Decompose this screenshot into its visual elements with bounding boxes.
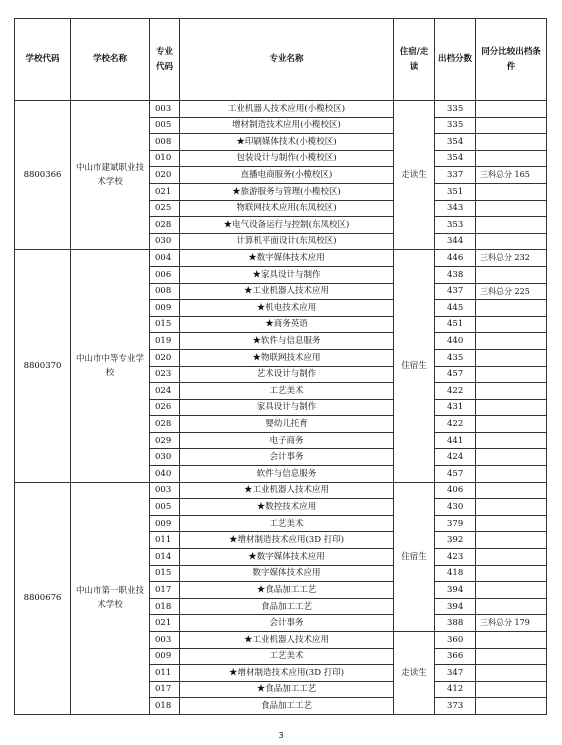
major-name-cell: 电子商务 — [180, 432, 394, 449]
score-cell: 446 — [435, 250, 476, 267]
score-cell: 388 — [435, 615, 476, 632]
score-cell: 445 — [435, 300, 476, 317]
score-cell: 353 — [435, 217, 476, 234]
header-tiebreak: 同分比较出档条件 — [476, 19, 547, 101]
major-name-cell: 计算机平面设计(东凤校区) — [180, 233, 394, 250]
major-name-cell: 艺术设计与制作 — [180, 366, 394, 383]
school-name-cell: 中山市建斌职业技术学校 — [71, 101, 150, 250]
major-code-cell: 018 — [150, 698, 180, 715]
major-code-cell: 024 — [150, 383, 180, 400]
major-name-cell: 直播电商服务(小榄校区) — [180, 167, 394, 184]
major-name-cell: 工业机器人技术应用(小榄校区) — [180, 101, 394, 118]
school-code-cell: 8800366 — [15, 101, 71, 250]
header-score: 出档分数 — [435, 19, 476, 101]
major-name-cell: 家具设计与制作 — [180, 399, 394, 416]
tiebreak-cell — [476, 565, 547, 582]
tiebreak-cell — [476, 134, 547, 151]
tiebreak-cell — [476, 681, 547, 698]
major-name-cell: ★数控技术应用 — [180, 499, 394, 516]
tiebreak-cell — [476, 449, 547, 466]
major-name-cell: 包装设计与制作(小榄校区) — [180, 150, 394, 167]
header-major-code: 专业代码 — [150, 19, 180, 101]
score-cell: 430 — [435, 499, 476, 516]
table-row — [15, 101, 547, 118]
major-name-cell: ★软件与信息服务 — [180, 333, 394, 350]
major-name-cell: ★家具设计与制作 — [180, 266, 394, 283]
score-cell: 335 — [435, 117, 476, 134]
major-code-cell: 030 — [150, 449, 180, 466]
school-name-cell: 中山市第一职业技术学校 — [71, 482, 150, 714]
major-code-cell: 028 — [150, 217, 180, 234]
school-code-cell: 8800676 — [15, 482, 71, 714]
admission-table — [14, 18, 547, 715]
major-code-cell: 017 — [150, 681, 180, 698]
major-code-cell: 009 — [150, 515, 180, 532]
major-code-cell: 025 — [150, 200, 180, 217]
major-name-cell: 工艺美术 — [180, 515, 394, 532]
major-name-cell: ★增材制造技术应用(3D 打印) — [180, 532, 394, 549]
tiebreak-cell: 三科总分 225 — [476, 283, 547, 300]
score-cell: 431 — [435, 399, 476, 416]
tiebreak-cell — [476, 233, 547, 250]
score-cell: 354 — [435, 150, 476, 167]
tiebreak-cell — [476, 432, 547, 449]
score-cell: 424 — [435, 449, 476, 466]
tiebreak-cell — [476, 217, 547, 234]
tiebreak-cell — [476, 266, 547, 283]
tiebreak-cell — [476, 499, 547, 516]
header-major-name: 专业名称 — [180, 19, 394, 101]
major-code-cell: 009 — [150, 648, 180, 665]
table-row — [15, 482, 547, 499]
major-code-cell: 003 — [150, 482, 180, 499]
tiebreak-cell — [476, 515, 547, 532]
score-cell: 412 — [435, 681, 476, 698]
tiebreak-cell — [476, 582, 547, 599]
score-cell: 451 — [435, 316, 476, 333]
major-name-cell: 食品加工工艺 — [180, 598, 394, 615]
score-cell: 441 — [435, 432, 476, 449]
major-name-cell: 软件与信息服务 — [180, 466, 394, 483]
major-code-cell: 040 — [150, 466, 180, 483]
tiebreak-cell — [476, 383, 547, 400]
tiebreak-cell — [476, 665, 547, 682]
major-name-cell: ★工业机器人技术应用 — [180, 632, 394, 649]
boarding-type-cell: 走读生 — [394, 632, 435, 715]
tiebreak-cell — [476, 150, 547, 167]
major-name-cell: ★工业机器人技术应用 — [180, 482, 394, 499]
major-code-cell: 011 — [150, 532, 180, 549]
table-header-row — [15, 19, 547, 101]
score-cell: 406 — [435, 482, 476, 499]
major-name-cell: 数字媒体技术应用 — [180, 565, 394, 582]
major-code-cell: 030 — [150, 233, 180, 250]
score-cell: 423 — [435, 549, 476, 566]
score-cell: 360 — [435, 632, 476, 649]
major-code-cell: 008 — [150, 134, 180, 151]
major-name-cell: 工艺美术 — [180, 383, 394, 400]
major-name-cell: 会计事务 — [180, 615, 394, 632]
score-cell: 354 — [435, 134, 476, 151]
major-code-cell: 028 — [150, 416, 180, 433]
major-code-cell: 003 — [150, 101, 180, 118]
major-code-cell: 023 — [150, 366, 180, 383]
major-code-cell: 003 — [150, 632, 180, 649]
major-name-cell: ★物联网技术应用 — [180, 349, 394, 366]
major-code-cell: 015 — [150, 316, 180, 333]
major-name-cell: ★印刷媒体技术(小榄校区) — [180, 134, 394, 151]
major-code-cell: 006 — [150, 266, 180, 283]
boarding-type-cell: 走读生 — [394, 101, 435, 250]
score-cell: 418 — [435, 565, 476, 582]
table-row — [15, 250, 547, 267]
major-code-cell: 021 — [150, 183, 180, 200]
major-name-cell: ★数字媒体技术应用 — [180, 549, 394, 566]
major-code-cell: 005 — [150, 499, 180, 516]
major-name-cell: ★工业机器人技术应用 — [180, 283, 394, 300]
score-cell: 335 — [435, 101, 476, 118]
tiebreak-cell: 三科总分 179 — [476, 615, 547, 632]
tiebreak-cell — [476, 316, 547, 333]
tiebreak-cell — [476, 349, 547, 366]
score-cell: 394 — [435, 598, 476, 615]
tiebreak-cell — [476, 366, 547, 383]
score-cell: 337 — [435, 167, 476, 184]
tiebreak-cell — [476, 632, 547, 649]
tiebreak-cell — [476, 416, 547, 433]
score-cell: 343 — [435, 200, 476, 217]
tiebreak-cell — [476, 648, 547, 665]
major-name-cell: ★机电技术应用 — [180, 300, 394, 317]
school-name-cell: 中山市中等专业学校 — [71, 250, 150, 482]
tiebreak-cell — [476, 200, 547, 217]
admission-table-page — [14, 18, 546, 715]
header-school-code: 学校代码 — [15, 19, 71, 101]
major-code-cell: 019 — [150, 333, 180, 350]
score-cell: 440 — [435, 333, 476, 350]
page-number: 3 — [278, 731, 284, 740]
score-cell: 422 — [435, 416, 476, 433]
tiebreak-cell — [476, 183, 547, 200]
major-name-cell: 婴幼儿托育 — [180, 416, 394, 433]
score-cell: 392 — [435, 532, 476, 549]
major-code-cell: 009 — [150, 300, 180, 317]
tiebreak-cell — [476, 466, 547, 483]
major-code-cell: 020 — [150, 349, 180, 366]
major-name-cell: ★商务英语 — [180, 316, 394, 333]
tiebreak-cell — [476, 549, 547, 566]
score-cell: 437 — [435, 283, 476, 300]
major-name-cell: ★食品加工工艺 — [180, 681, 394, 698]
tiebreak-cell — [476, 117, 547, 134]
tiebreak-cell — [476, 300, 547, 317]
major-code-cell: 005 — [150, 117, 180, 134]
boarding-type-cell: 住宿生 — [394, 250, 435, 482]
major-code-cell: 010 — [150, 150, 180, 167]
major-code-cell: 018 — [150, 598, 180, 615]
major-name-cell: 会计事务 — [180, 449, 394, 466]
score-cell: 373 — [435, 698, 476, 715]
boarding-type-cell: 住宿生 — [394, 482, 435, 631]
major-code-cell: 026 — [150, 399, 180, 416]
tiebreak-cell: 三科总分 165 — [476, 167, 547, 184]
major-name-cell: 物联网技术应用(东凤校区) — [180, 200, 394, 217]
major-code-cell: 029 — [150, 432, 180, 449]
major-name-cell: ★旅游服务与管理(小榄校区) — [180, 183, 394, 200]
major-code-cell: 015 — [150, 565, 180, 582]
tiebreak-cell — [476, 399, 547, 416]
major-code-cell: 020 — [150, 167, 180, 184]
major-code-cell: 017 — [150, 582, 180, 599]
score-cell: 422 — [435, 383, 476, 400]
score-cell: 366 — [435, 648, 476, 665]
score-cell: 457 — [435, 466, 476, 483]
table-body — [15, 101, 547, 715]
header-school-name: 学校名称 — [71, 19, 150, 101]
tiebreak-cell — [476, 532, 547, 549]
major-name-cell: ★增材制造技术应用(3D 打印) — [180, 665, 394, 682]
major-code-cell: 014 — [150, 549, 180, 566]
tiebreak-cell — [476, 698, 547, 715]
score-cell: 344 — [435, 233, 476, 250]
major-name-cell: ★食品加工工艺 — [180, 582, 394, 599]
tiebreak-cell — [476, 598, 547, 615]
major-name-cell: 工艺美术 — [180, 648, 394, 665]
major-code-cell: 004 — [150, 250, 180, 267]
major-code-cell: 008 — [150, 283, 180, 300]
score-cell: 347 — [435, 665, 476, 682]
major-name-cell: 增材制造技术应用(小榄校区) — [180, 117, 394, 134]
school-code-cell: 8800370 — [15, 250, 71, 482]
score-cell: 438 — [435, 266, 476, 283]
major-name-cell: ★数字媒体技术应用 — [180, 250, 394, 267]
major-code-cell: 011 — [150, 665, 180, 682]
score-cell: 351 — [435, 183, 476, 200]
major-name-cell: 食品加工工艺 — [180, 698, 394, 715]
tiebreak-cell — [476, 101, 547, 118]
score-cell: 379 — [435, 515, 476, 532]
score-cell: 457 — [435, 366, 476, 383]
major-name-cell: ★电气设备运行与控制(东凤校区) — [180, 217, 394, 234]
score-cell: 435 — [435, 349, 476, 366]
tiebreak-cell: 三科总分 232 — [476, 250, 547, 267]
score-cell: 394 — [435, 582, 476, 599]
header-boarding: 住宿/走读 — [394, 19, 435, 101]
major-code-cell: 021 — [150, 615, 180, 632]
tiebreak-cell — [476, 333, 547, 350]
tiebreak-cell — [476, 482, 547, 499]
